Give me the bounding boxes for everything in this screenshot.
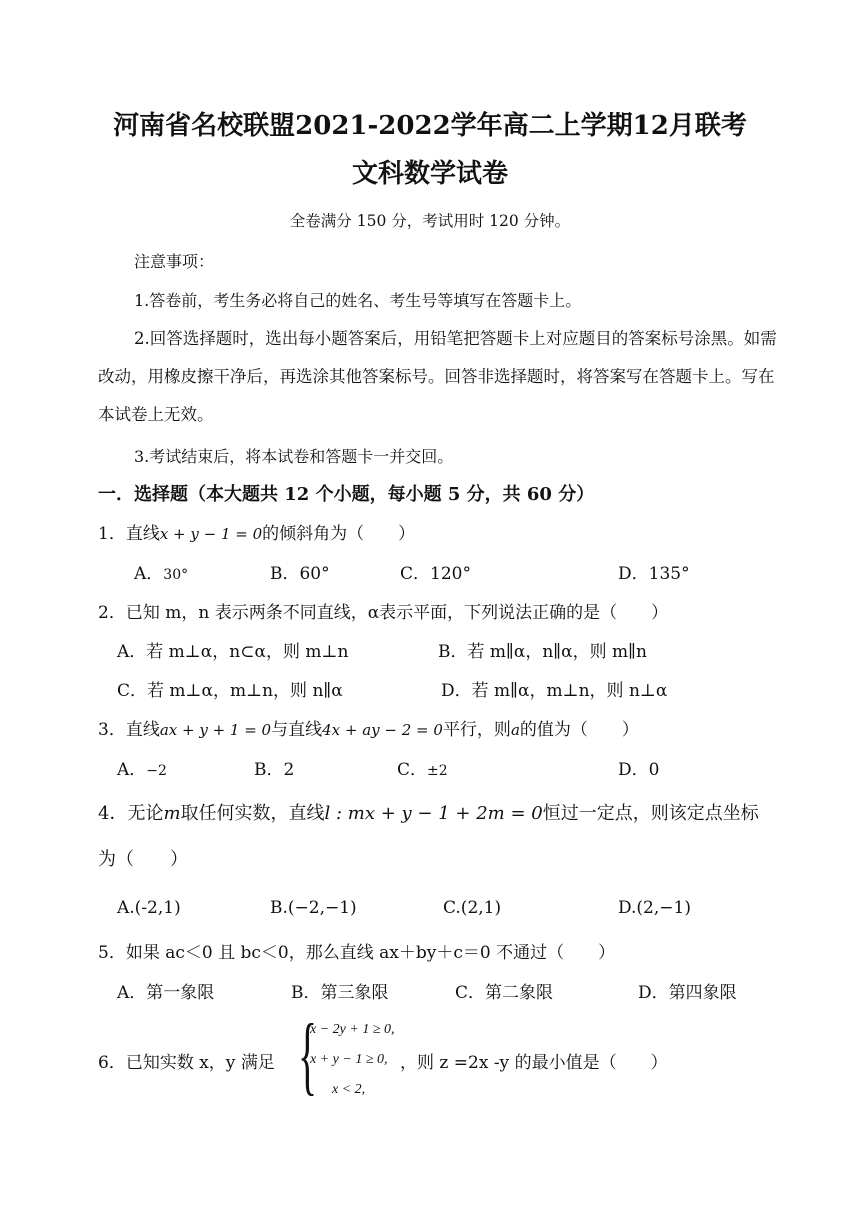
q1-option-c: C．120° — [400, 564, 471, 584]
q1-option-d: D．135° — [618, 564, 690, 584]
q4-option-d: D.(2,−1) — [618, 898, 691, 918]
question-3: 3．直线ax + y + 1 = 0与直线4x + ay − 2 = 0平行，则a的值为（ ） — [98, 720, 639, 740]
q1-option-a: A．30° — [134, 564, 189, 584]
exam-title: 河南省名校联盟2021-2022学年高二上学期12月联考 — [113, 111, 747, 141]
note-2: 2.回答选择题时，选出每小题答案后，用铅笔把答题卡上对应题目的答案标号涂黑。如需改动，用橡皮擦干净后，再选涂其他答案标号。回答非选择题时，将答案写在答题卡上。写在本试卷上无效。 — [98, 329, 777, 424]
q4-option-c: C.(2,1) — [443, 898, 502, 918]
q3-option-a: A．−2 — [117, 760, 167, 780]
question-6-stem-a: 6．已知实数 x，y 满足 — [98, 1053, 275, 1073]
score-info: 全卷满分 150 分，考试用时 120 分钟。 — [289, 212, 571, 230]
question-5: 5．如果 ac＜0 且 bc＜0，那么直线 ax＋by＋c＝0 不通过（ ） — [98, 943, 616, 963]
notes-heading: 注意事项： — [134, 252, 215, 271]
note-3: 3.考试结束后，将本试卷和答题卡一并交回。 — [134, 447, 454, 466]
q4-expr: l : mx + y − 1 + 2m = 0 — [324, 803, 543, 824]
q1-expr: x + y − 1 = 0 — [159, 525, 263, 543]
q3-expr-2: 4x + ay − 2 = 0 — [322, 721, 443, 739]
exam-subtitle: 文科数学试卷 — [351, 159, 508, 189]
q2-option-b: B．若 m∥α，n∥α，则 m∥n — [438, 642, 647, 662]
q5-option-a: A．第一象限 — [117, 983, 215, 1003]
q5-option-b: B．第三象限 — [291, 983, 389, 1003]
q5-option-d: D．第四象限 — [638, 983, 737, 1003]
q2-option-c: C．若 m⊥α，m⊥n，则 n∥α — [117, 681, 343, 701]
q3-option-b: B．2 — [254, 760, 295, 780]
note-1: 1.答卷前，考生务必将自己的姓名、考生号等填写在答题卡上。 — [134, 291, 582, 310]
question-1 — [98, 523, 415, 545]
question-2: 2．已知 m，n 表示两条不同直线，α表示平面，下列说法正确的是（ ） — [98, 603, 669, 623]
q3-expr-1: ax + y + 1 = 0 — [159, 721, 272, 739]
question-6-stem-b: ，则 z =2x -y 的最小值是（ ） — [400, 1053, 668, 1073]
question-4: 4．无论m取任何实数，直线l : mx + y − 1 + 2m = 0恒过一定点，则该定点坐标 — [98, 803, 759, 824]
q2-option-a: A．若 m⊥α，n⊂α，则 m⊥n — [117, 642, 349, 662]
q3-option-c: C．±2 — [397, 760, 448, 780]
q6-constraint-1: x − 2y + 1 ≥ 0, — [310, 1022, 395, 1037]
section-heading: 一．选择题（本大题共 12 个小题，每小题 5 分，共 60 分） — [98, 484, 595, 505]
q1-option-b: B．60° — [270, 564, 330, 584]
q4-option-b: B.(−2,−1) — [270, 898, 357, 918]
q6-constraint-3: x < 2, — [332, 1082, 366, 1097]
q5-option-c: C．第二象限 — [455, 983, 554, 1003]
q6-constraint-2: x + y − 1 ≥ 0, — [310, 1052, 388, 1067]
q2-option-d: D．若 m∥α，m⊥n，则 n⊥α — [441, 681, 668, 701]
q1-stem-a: 1．直线 — [98, 524, 160, 544]
question-4-cont: 为（ ） — [98, 849, 188, 870]
q1-stem-b: 的倾斜角为（ ） — [262, 524, 416, 544]
q3-option-d: D．0 — [618, 760, 660, 780]
q4-option-a: A.(-2,1) — [117, 898, 181, 918]
left-brace-icon: { — [298, 1007, 318, 1104]
